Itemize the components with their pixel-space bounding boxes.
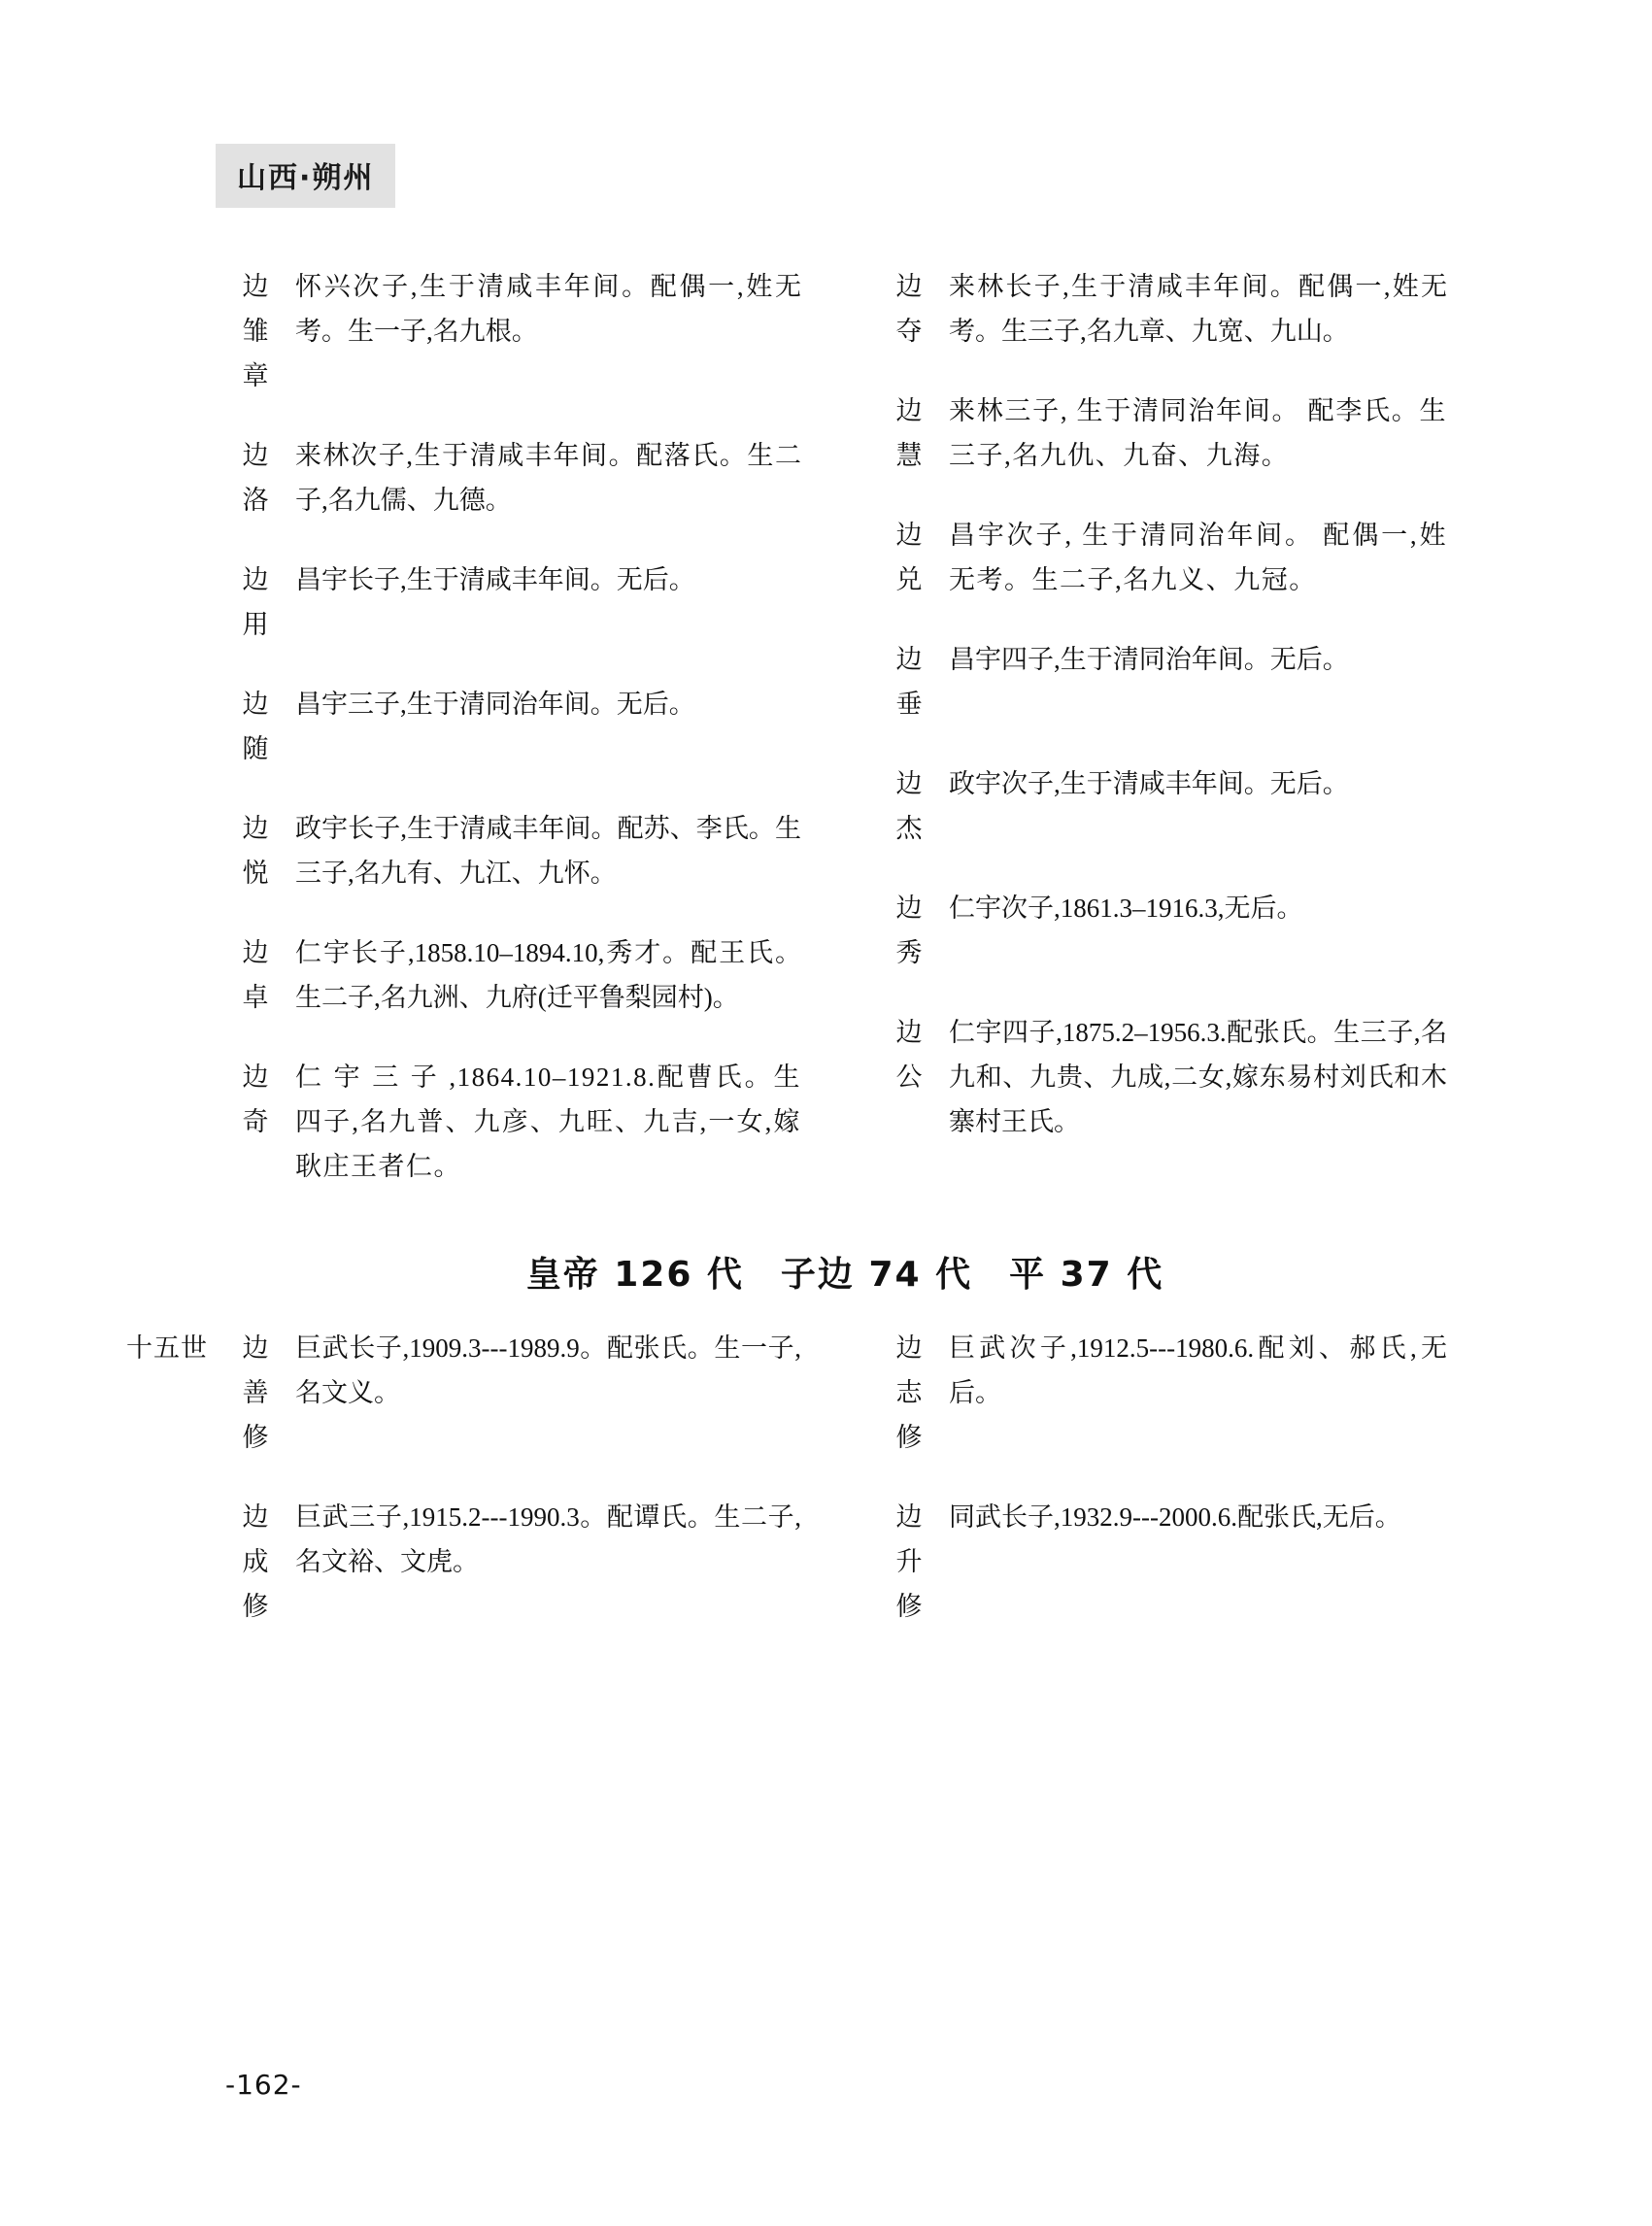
entry-name: 边 公: [895, 1018, 923, 1092]
genealogy-entry: [233, 557, 801, 647]
entry-name: 边 成 修: [242, 1502, 269, 1621]
genealogy-entry: [887, 388, 1447, 478]
entries-block-two: [126, 1326, 1457, 1664]
entries-block-one: [233, 264, 1447, 1224]
entry-name: 边 悦: [242, 814, 269, 888]
genealogy-entry: [233, 682, 801, 771]
entry-name: 边 善 修: [242, 1333, 269, 1452]
entry-text: 巨武三子,1915.2---1990.3。配谭氏。生二子,名文裕、文虎。: [295, 1502, 801, 1576]
entry-name: 边 垂: [895, 645, 923, 719]
genealogy-entry: [887, 1495, 1447, 1629]
entry-text: 昌宇次子, 生于清同治年间。 配偶一,姓无考。生二子,名九义、九冠。: [949, 521, 1447, 594]
entry-text: 来林三子, 生于清同治年间。 配李氏。生三子,名九仇、九奋、九海。: [949, 396, 1447, 470]
entry-name: 边 夺: [895, 272, 923, 346]
entry-text: 仁 宇 三 子 ,1864.10–1921.8.配曹氏。生四子,名九普、九彦、九旺、九吉,一女,嫁耿庄王者仁。: [295, 1062, 801, 1181]
page-header-tag: 山西·朔州: [216, 144, 395, 208]
genealogy-entry: [887, 637, 1447, 726]
entry-text: 怀兴次子,生于清咸丰年间。配偶一,姓无考。生一子,名九根。: [295, 272, 801, 346]
entry-text: 政宇次子,生于清咸丰年间。无后。: [949, 769, 1349, 798]
entries-column-left-2: [233, 1326, 840, 1664]
genealogy-entry: [233, 1055, 801, 1189]
entry-name: 边 升 修: [895, 1502, 923, 1621]
entry-name: 边 雏 章: [242, 272, 269, 390]
genealogy-entry: [233, 264, 801, 398]
genealogy-entry: [233, 930, 801, 1020]
genealogy-entry: [887, 1326, 1447, 1460]
entry-name: 边 洛: [242, 441, 269, 515]
page-number: -162-: [225, 2069, 302, 2101]
entry-text: 来林次子,生于清咸丰年间。配落氏。生二子,名九儒、九德。: [295, 441, 801, 515]
entry-text: 仁宇长子,1858.10–1894.10,秀才。配王氏。生二子,名九洲、九府(迁平鲁梨园村)。: [295, 938, 801, 1012]
genealogy-entry: [233, 1495, 801, 1629]
entry-name: 边 用: [242, 565, 269, 639]
genealogy-entry: [887, 513, 1447, 602]
entry-text: 巨武长子,1909.3---1989.9。配张氏。生一子,名文义。: [295, 1333, 801, 1407]
entry-name: 边 志 修: [895, 1333, 923, 1452]
genealogy-entry: [887, 264, 1447, 354]
genealogy-entry: [887, 1010, 1447, 1144]
entry-text: 仁宇次子,1861.3–1916.3,无后。: [949, 894, 1303, 923]
entry-text: 来林长子,生于清咸丰年间。配偶一,姓无考。生三子,名九章、九宽、九山。: [949, 272, 1447, 346]
section-title: 皇帝 126 代 子边 74 代 平 37 代: [525, 1255, 1164, 1295]
entry-name: 边 奇: [242, 1062, 269, 1136]
entry-text: 政宇长子,生于清咸丰年间。配苏、李氏。生三子,名九有、九江、九怀。: [295, 814, 801, 888]
entry-name: 边 秀: [895, 894, 923, 967]
entries-column-right-2: [840, 1326, 1447, 1664]
entry-text: 昌宇四子,生于清同治年间。无后。: [949, 645, 1349, 674]
genealogy-entry: [233, 433, 801, 523]
entry-name: 边 卓: [242, 938, 269, 1012]
entry-text: 昌宇三子,生于清同治年间。无后。: [295, 690, 695, 719]
entry-text: 昌宇长子,生于清咸丰年间。无后。: [295, 565, 695, 594]
entry-text: 同武长子,1932.9---2000.6.配张氏,无后。: [949, 1502, 1401, 1532]
entry-text: 仁宇四子,1875.2–1956.3.配张氏。生三子,名九和、九贵、九成,二女,嫁东易村刘氏和木寨村王氏。: [949, 1018, 1447, 1136]
entry-text: 巨武次子,1912.5---1980.6.配刘、郝氏,无后。: [949, 1333, 1447, 1407]
genealogy-entry: [887, 886, 1447, 975]
entry-name: 边 慧: [895, 396, 923, 470]
genealogy-entry: [233, 806, 801, 895]
entries-column-left: [233, 264, 840, 1224]
genealogy-entry: [887, 761, 1447, 851]
entry-name: 边 兑: [895, 521, 923, 594]
generation-label: 十五世: [126, 1333, 208, 1363]
page-content: [126, 264, 1457, 1664]
entry-name: 边 杰: [895, 769, 923, 843]
entry-name: 边 随: [242, 690, 269, 763]
genealogy-entry: [233, 1326, 801, 1460]
entries-column-right: [840, 264, 1447, 1224]
